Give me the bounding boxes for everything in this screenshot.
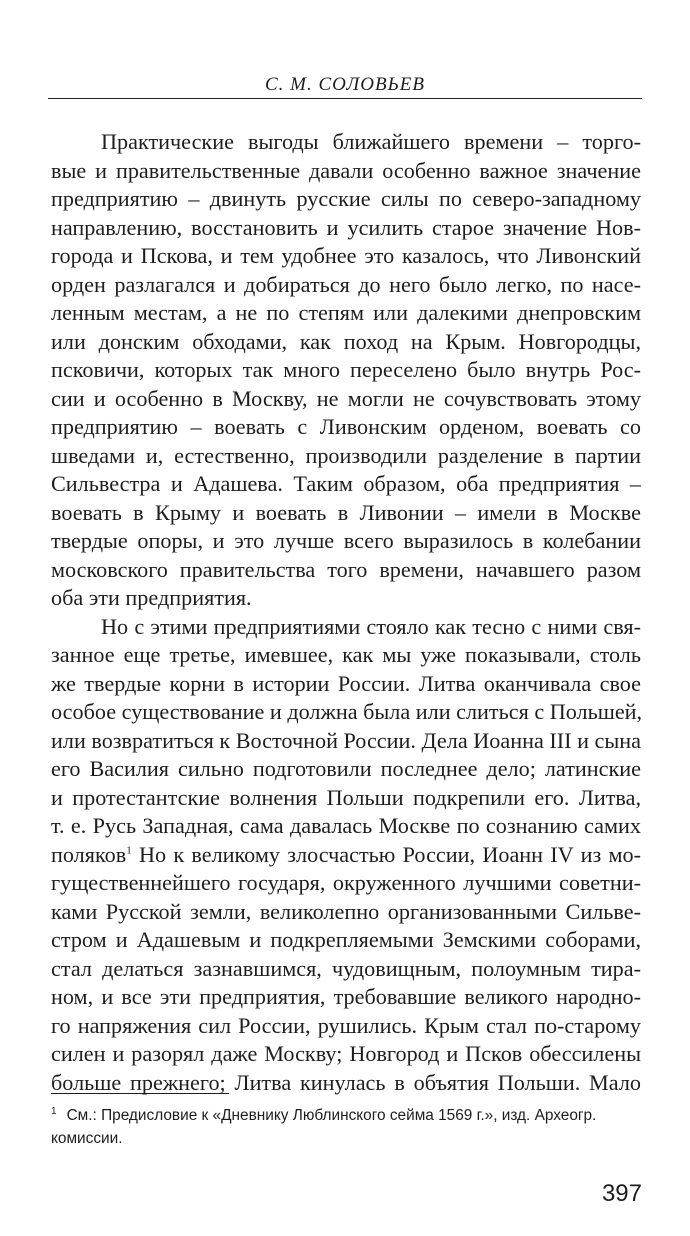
- text-line: вые и правительственные давали особенно важное значение: [51, 157, 641, 183]
- text-line: же твердые корни в истории России. Литва оканчивала свое: [51, 670, 641, 696]
- text-line: Сильвестра и Адашева. Таким образом, оба предприятия –: [51, 471, 641, 496]
- text-line: или возвратиться к Восточной России. Дела Иоанна III и сына: [51, 727, 641, 753]
- text-segment: Но к великому злосчастью России, Иоанн IV из мо-: [138, 841, 641, 867]
- text-line: или донским обходами, как поход на Крым. Новгородцы,: [51, 328, 641, 354]
- text-line: шведами и, естественно, производили разделение в партии: [51, 442, 641, 468]
- text-line: псковичи, которых так много переселено было внутрь Рос-: [51, 357, 641, 382]
- text-line: орден разлагался и добираться до него было легко, по насе-: [51, 271, 641, 297]
- footnote-line: [51, 1104, 643, 1127]
- paragraph-2: [51, 613, 641, 1098]
- footnote-ref[interactable]: 1: [126, 844, 132, 857]
- text-segment: поляков: [51, 841, 127, 867]
- text-line: Практические выгоды ближайшего времени – торго-: [101, 129, 641, 154]
- text-line: особое существование и должна была или слиться с Польшей,: [51, 699, 643, 724]
- text-line: оба эти предприятия.: [51, 585, 252, 610]
- paragraph-1: [51, 128, 641, 613]
- text-line: сии и особенно в Москву, не могли не сочувствовать этому: [51, 385, 641, 411]
- text-line: го напряжения сил России, рушились. Крым стал по-старому: [51, 1012, 641, 1038]
- text-line: его Василия сильно подготовили последнее дело; латинские: [51, 756, 641, 781]
- text-line-with-footnote: [51, 841, 641, 870]
- text-line: и протестантские волнения Польши подкрепили его. Литва,: [51, 784, 641, 810]
- text-line: московского правительства того времени, начавшего разом: [51, 556, 641, 582]
- text-line: Но с этими предприятиями стояло как тесно с ними свя-: [101, 613, 641, 639]
- footnote: [51, 1104, 643, 1150]
- footnote-text: См.: Предисловие к «Дневнику Люблинского сейма 1569 г.», изд. Археогр.: [66, 1107, 597, 1124]
- text-line: направлению, восстановить и усилить старое значение Нов-: [51, 214, 641, 240]
- text-line: воевать в Крыму и воевать в Ливонии – имели в Москве: [51, 499, 641, 525]
- footnote-rule: [51, 1093, 229, 1094]
- footnote-mark: 1: [51, 1105, 57, 1117]
- text-line: ками Русской земли, великолепно организованными Сильве-: [51, 898, 641, 924]
- body-text: [51, 128, 641, 1097]
- text-line: стром и Адашевым и подкрепляемыми Земскими соборами,: [51, 927, 641, 952]
- header-rule: [48, 98, 642, 99]
- running-head: С. М. СОЛОВЬЕВ: [264, 74, 426, 95]
- text-line: занное еще третье, имевшее, как мы уже показывали, столь: [51, 642, 641, 667]
- footnote-line: комиссии.: [51, 1130, 123, 1147]
- text-line: ленным местам, а не по степям или далекими днепровским: [51, 300, 641, 325]
- text-line: больше прежнего; Литва кинулась в объятия Польши. Мало: [51, 1069, 641, 1095]
- text-line: предприятию – двинуть русские силы по северо-западному: [51, 186, 641, 211]
- text-line: т. е. Русь Западная, сама давалась Москве по сознанию самих: [51, 813, 641, 838]
- page-number: 397: [601, 1180, 642, 1207]
- text-line: гущественнейшего государя, окруженного лучшими советни-: [51, 870, 641, 895]
- text-line: силен и разорял даже Москву; Новгород и Псков обессилены: [51, 1041, 641, 1066]
- text-line: предприятию – воевать с Ливонским орденом, воевать со: [51, 414, 641, 439]
- text-line: стал делаться зазнавшимся, чудовищным, полоумным тира-: [51, 955, 641, 981]
- text-line: твердые опоры, и это лучше всего выразилось в колебании: [51, 528, 641, 553]
- text-line: ном, и все эти предприятия, требовавшие великого народно-: [51, 984, 641, 1009]
- text-line: города и Пскова, и тем удобнее это казалось, что Ливонский: [51, 243, 641, 268]
